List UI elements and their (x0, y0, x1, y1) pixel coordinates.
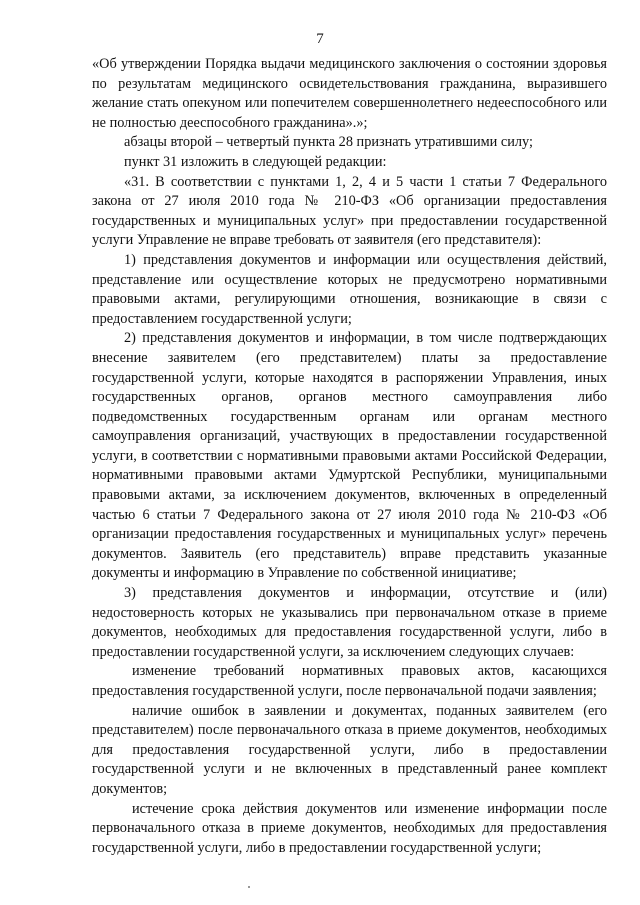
paragraph-order-title: «Об утверждении Порядка выдачи медицинского заключения о состоянии здоровья по результатам медицинского освидетельствования гражданина, выразившего желание стать опекуном или попечителем совершеннолетнего недееспособного или не полностью дееспособного гражданина».»; (92, 56, 607, 131)
paragraph-exception-1: изменение требований нормативных правовых актов, касающихся предоставления государственной услуги, после первоначальной подачи заявления; (92, 663, 607, 699)
paragraph-item-28: абзацы второй – четвертый пункта 28 признать утратившими силу; (124, 134, 533, 151)
scan-dot (248, 886, 250, 888)
paragraph-exception-2: наличие ошибок в заявлении и документах, поданных заявителем (его представителем) после первоначального отказа в приеме документов, необходимых для предоставления государственной услуги, либо в предоставлении государственной услуги и не включенных в представленный ранее комплект документов; (92, 702, 607, 797)
page-number: 7 (316, 31, 324, 47)
paragraph-subitem-3: 3) представления документов и информации, отсутствие и (или) недостоверность которых не указывались при первоначальном отказе в приеме документов, необходимых для предоставления государственной услуги, либо в предоставлении государственной услуги, за исключением следующих случаев: (92, 585, 607, 660)
paragraph-subitem-1: 1) представления документов и информации или осуществления действий, представление или осуществление которых не предусмотрено нормативными правовыми актами, регулирующими отношения, возникающие в связи с предоставлением государственной услуги; (92, 251, 607, 327)
paragraph-subitem-2: 2) представления документов и информации, в том числе подтверждающих внесение заявителем (его представителем) платы за предоставление государственной услуги, которые находятся в распоряжении Управления, иных государственных органов, органов местного самоуправления либо подведомственных государственным органам или органам местного самоуправления организаций, участвующих в предоставлении государственной услуги, в соответствии с нормативными правовыми актами Российской Федерации, нормативными правовыми актами Удмуртской Республики, муниципальными правовыми актами, за исключением документов, включенных в определенный частью 6 статьи 7 Федерального закона от 27 июля 2010 года № 210-ФЗ «Об организации предоставления государственных и муниципальных услуг» перечень документов. Заявитель (его представитель) вправе представить указанные документы и информацию в Управление по собственной инициативе; (92, 330, 607, 582)
paragraph-item-31-text: «31. В соответствии с пунктами 1, 2, 4 и 5 части 1 статьи 7 Федерального закона от 27 июля 2010 года № 210-ФЗ «Об организации предоставления государственных и муниципальных услуг» при предоставлении государственной услуги Управление не вправе требовать от заявителя (его представителя): (92, 173, 607, 249)
document-body (92, 55, 607, 858)
paragraph-item-31-intro: пункт 31 изложить в следующей редакции: (124, 153, 387, 170)
paragraph-exception-3: истечение срока действия документов или изменение информации после первоначального отказа в приеме документов, необходимых для предоставления государственной услуги, либо в предоставлении государственной услуги; (92, 800, 607, 856)
